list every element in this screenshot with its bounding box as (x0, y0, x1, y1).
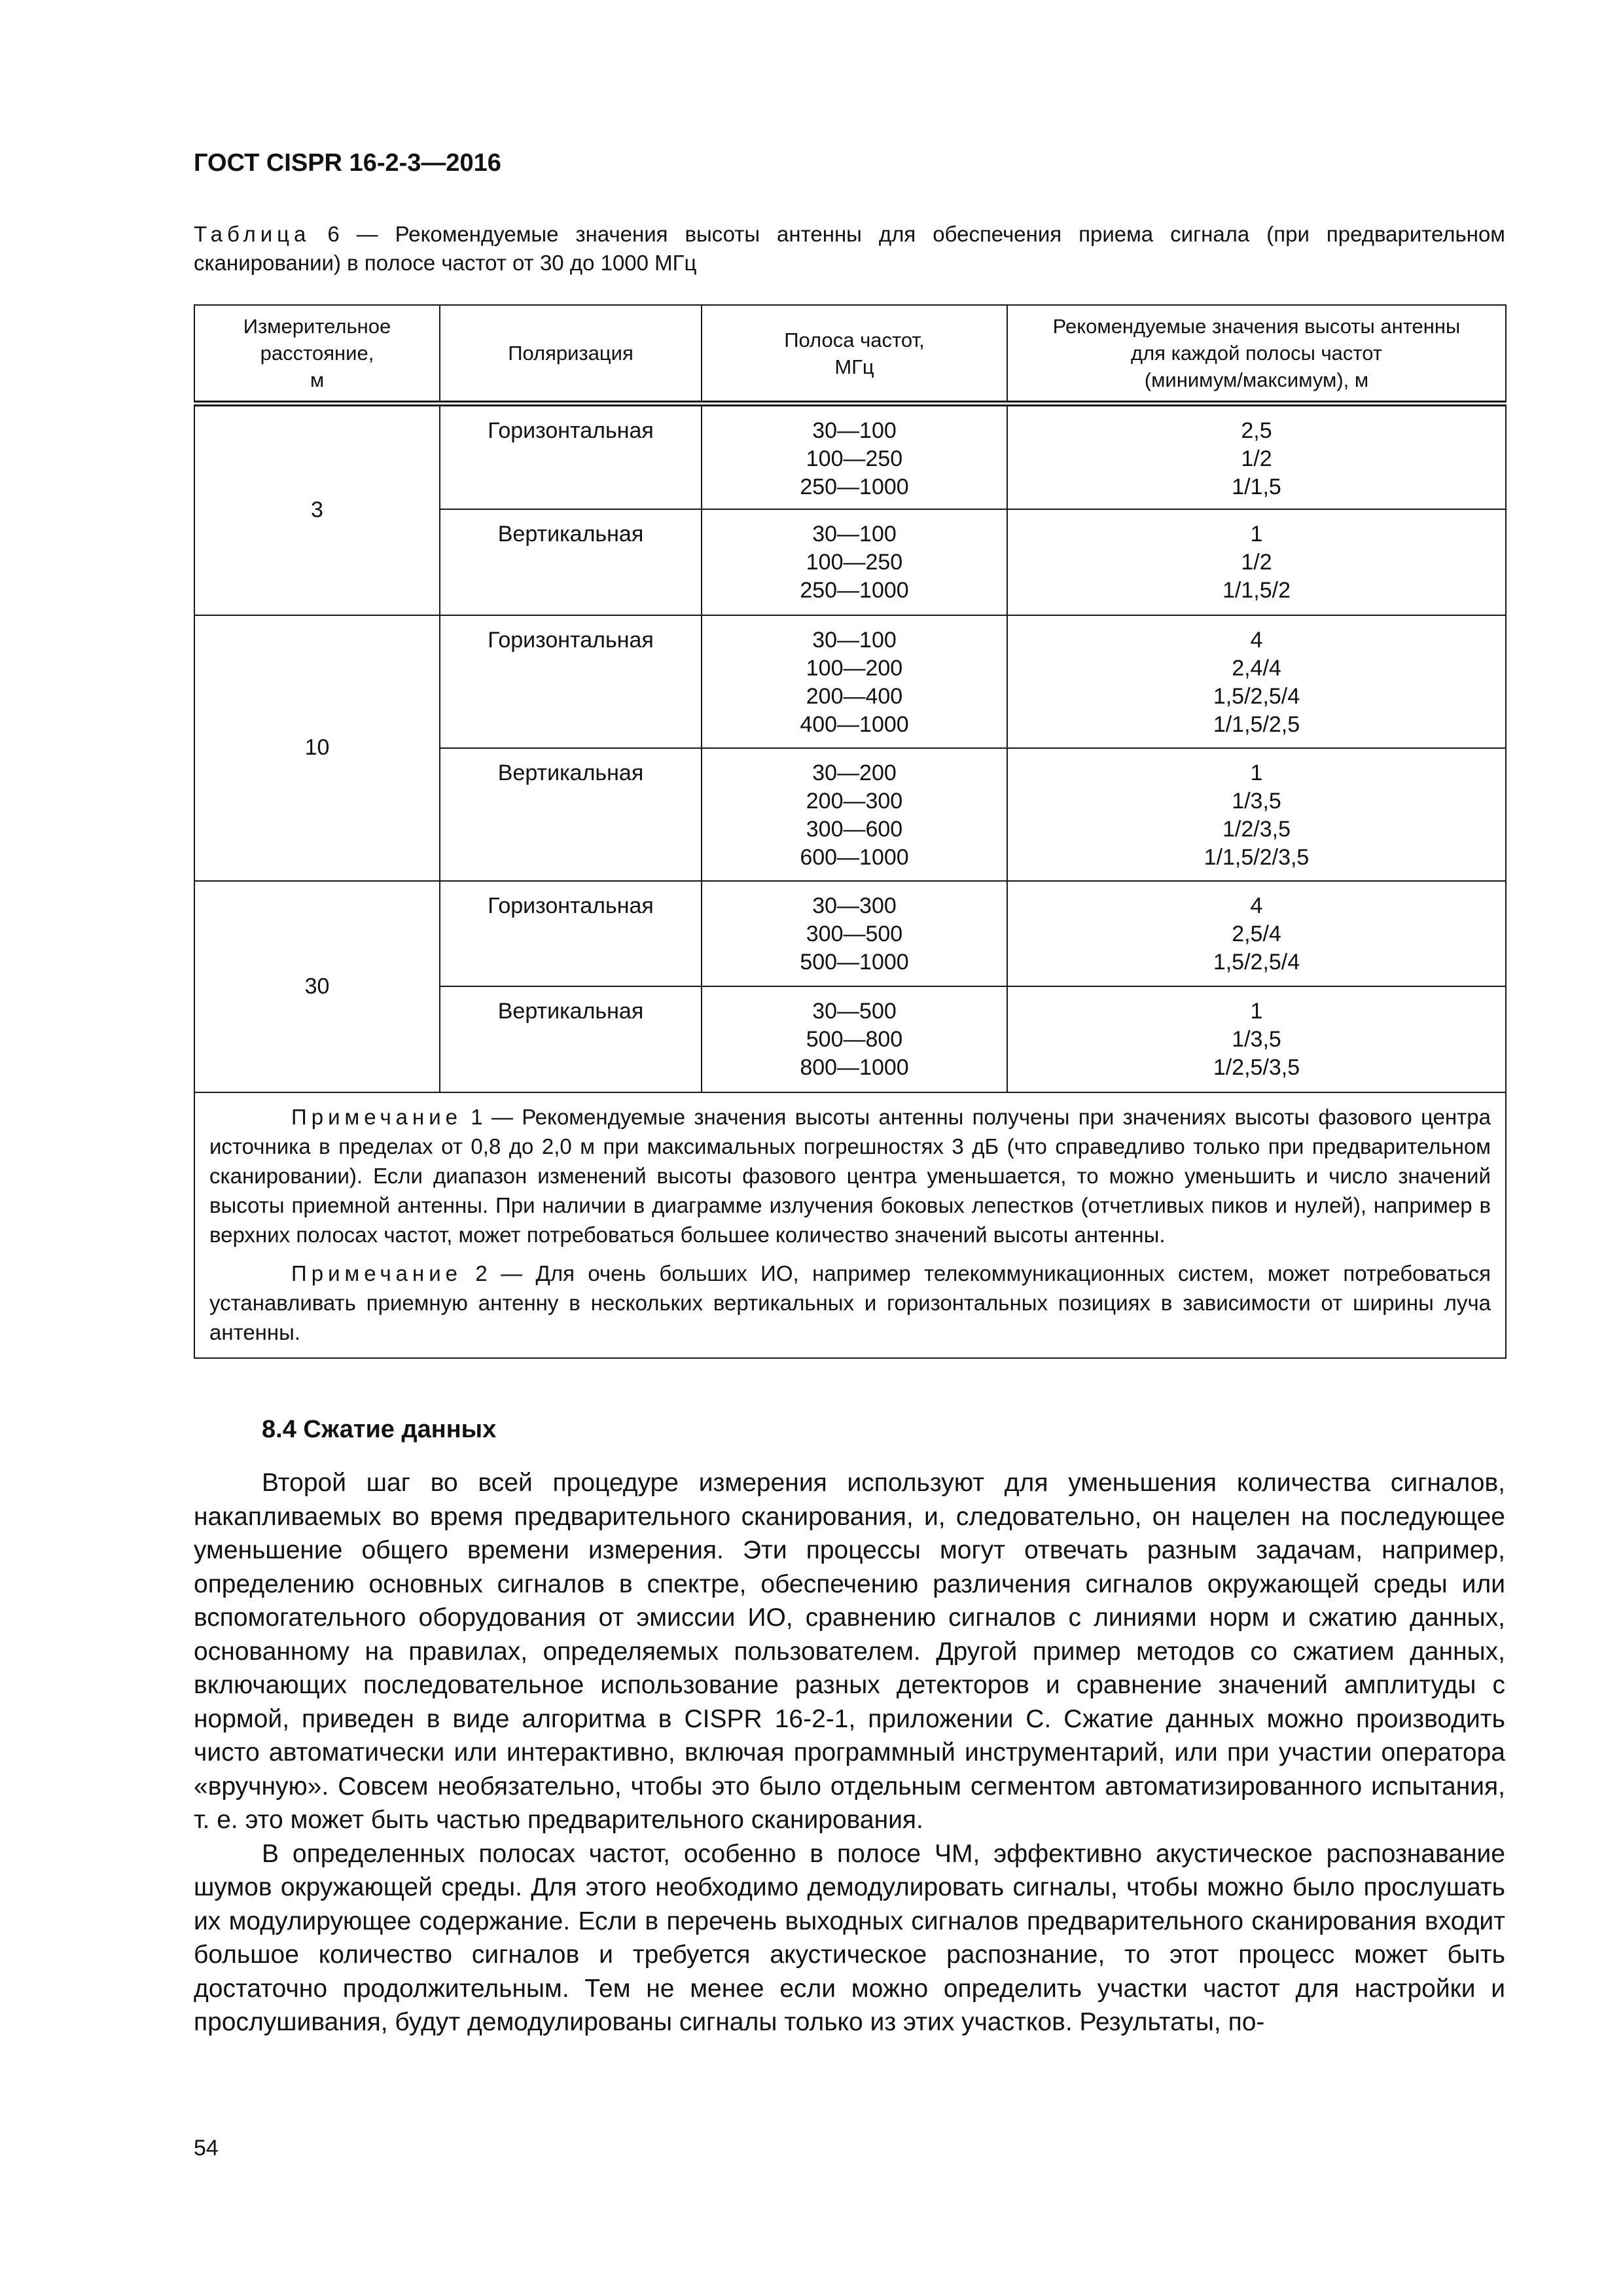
note-text: 1 — Рекомендуемые значения высоты антенны получены при значениях высоты фазового центра источника в пределах от 0,8 до 2,0 м при максимальных погрешностях 3 дБ (что справедливо только при предварительном сканировании). Если диапазон изменений высоты фазового центра уменьшается, то можно уменьшить и число значений высоты приемной антенны. При наличии в диаграмме излучения боковых лепестков (отчетливых пиков и нулей), например в верхних полосах частот, может потребоваться большее количество значений высоты антенны. (209, 1104, 1491, 1247)
polarization-cell: Горизонтальная (440, 881, 702, 986)
body-paragraph: Второй шаг во всей процедуре измерения используют для уменьшения количества сигналов, накапливаемых во время предварительного сканирования, и, следовательно, он нацелен на последующее уменьшение общего времени измерения. Эти процессы могут отвечать разным задачам, например, определению основных сигналов в спектре, обеспечению различения сигналов окружающей среды или вспомогательного оборудования от эмиссии ИО, сравнению сигналов с линиями норм и сжатию данных, основанному на правилах, определяемых пользователем. Другой пример методов со сжатием данных, включающих последовательное использование разных детекторов и сравнение значений амплитуды с нормой, приведен в виде алгоритма в CISPR 16-2-1, приложении С. Сжатие данных можно производить чисто автоматически или интерактивно, включая программный инструментарий, или при участии оператора «вручную». Совсем необязательно, чтобы это было отдельным сегментом автоматизированного испытания, т. е. это может быть частью предварительного сканирования. (194, 1469, 1505, 1834)
header-band: Полоса частот, МГц (702, 305, 1007, 404)
band-cell: 30—300 300—500 500—1000 (702, 881, 1007, 986)
section-body (194, 1466, 1505, 2039)
band-cell: 30—100 100—200 200—400 400—1000 (702, 615, 1007, 748)
table-caption (194, 220, 1505, 278)
polarization-cell: Горизонтальная (440, 404, 702, 509)
polarization-cell: Вертикальная (440, 509, 702, 615)
band-cell: 30—100 100—250 250—1000 (702, 509, 1007, 615)
band-cell: 30—100 100—250 250—1000 (702, 404, 1007, 509)
header-heights: Рекомендуемые значения высоты антенны для каждой полосы частот (минимум/максимум), м (1007, 305, 1506, 404)
table-row (194, 615, 1506, 748)
table-row (194, 881, 1506, 986)
table-notes (194, 1092, 1506, 1358)
antenna-height-table (194, 304, 1507, 1359)
note-label: Примечание (291, 1104, 463, 1129)
band-cell: 30—500 500—800 800—1000 (702, 986, 1007, 1092)
distance-cell: 10 (194, 615, 440, 881)
table-caption-label: Таблица (194, 222, 311, 246)
page-number: 54 (194, 2136, 219, 2161)
height-cell: 4 2,5/4 1,5/2,5/4 (1007, 881, 1506, 986)
polarization-cell: Вертикальная (440, 748, 702, 881)
table-row (194, 404, 1506, 509)
height-cell: 1 1/3,5 1/2,5/3,5 (1007, 986, 1506, 1092)
header-distance: Измерительное расстояние, м (194, 305, 440, 404)
table-caption-text: 6 — Рекомендуемые значения высоты антенны для обеспечения приема сигнала (при предварительном сканировании) в полосе частот от 30 до 1000 МГц (194, 222, 1505, 275)
table-header-row (194, 305, 1506, 404)
height-cell: 1 1/3,5 1/2/3,5 1/1,5/2/3,5 (1007, 748, 1506, 881)
height-cell: 1 1/2 1/1,5/2 (1007, 509, 1506, 615)
polarization-cell: Горизонтальная (440, 615, 702, 748)
section-heading: 8.4 Сжатие данных (262, 1416, 497, 1443)
table-note-2 (209, 1259, 1491, 1347)
body-paragraph: В определенных полосах частот, особенно в полосе ЧМ, эффективно акустическое распознавание шумов окружающей среды. Для этого необходимо демодулировать сигналы, чтобы можно было прослушать их модулирующее содержание. Если в перечень выходных сигналов предварительного сканирования входит большое количество сигналов и требуется акустическое распознание, то этот процесс может быть достаточно продолжительным. Тем не менее если можно определить участки частот для настройки и прослушивания, будут демодулированы сигналы только из этих участков. Результаты, по- (194, 1839, 1505, 2036)
polarization-cell: Вертикальная (440, 986, 702, 1092)
band-cell: 30—200 200—300 300—600 600—1000 (702, 748, 1007, 881)
distance-cell: 30 (194, 881, 440, 1092)
height-cell: 4 2,4/4 1,5/2,5/4 1/1,5/2,5 (1007, 615, 1506, 748)
height-cell: 2,5 1/2 1/1,5 (1007, 404, 1506, 509)
note-label: Примечание (291, 1261, 463, 1285)
table-note-1 (209, 1102, 1491, 1249)
table-notes-row (194, 1092, 1506, 1358)
header-polarization: Поляризация (440, 305, 702, 404)
distance-cell: 3 (194, 404, 440, 615)
note-text: 2 — Для очень больших ИО, например телекоммуникационных систем, может потребоваться устанавливать приемную антенну в нескольких вертикальных и горизонтальных позициях в зависимости от ширины луча антенны. (209, 1261, 1491, 1344)
document-header: ГОСТ CISPR 16-2-3—2016 (194, 149, 501, 177)
